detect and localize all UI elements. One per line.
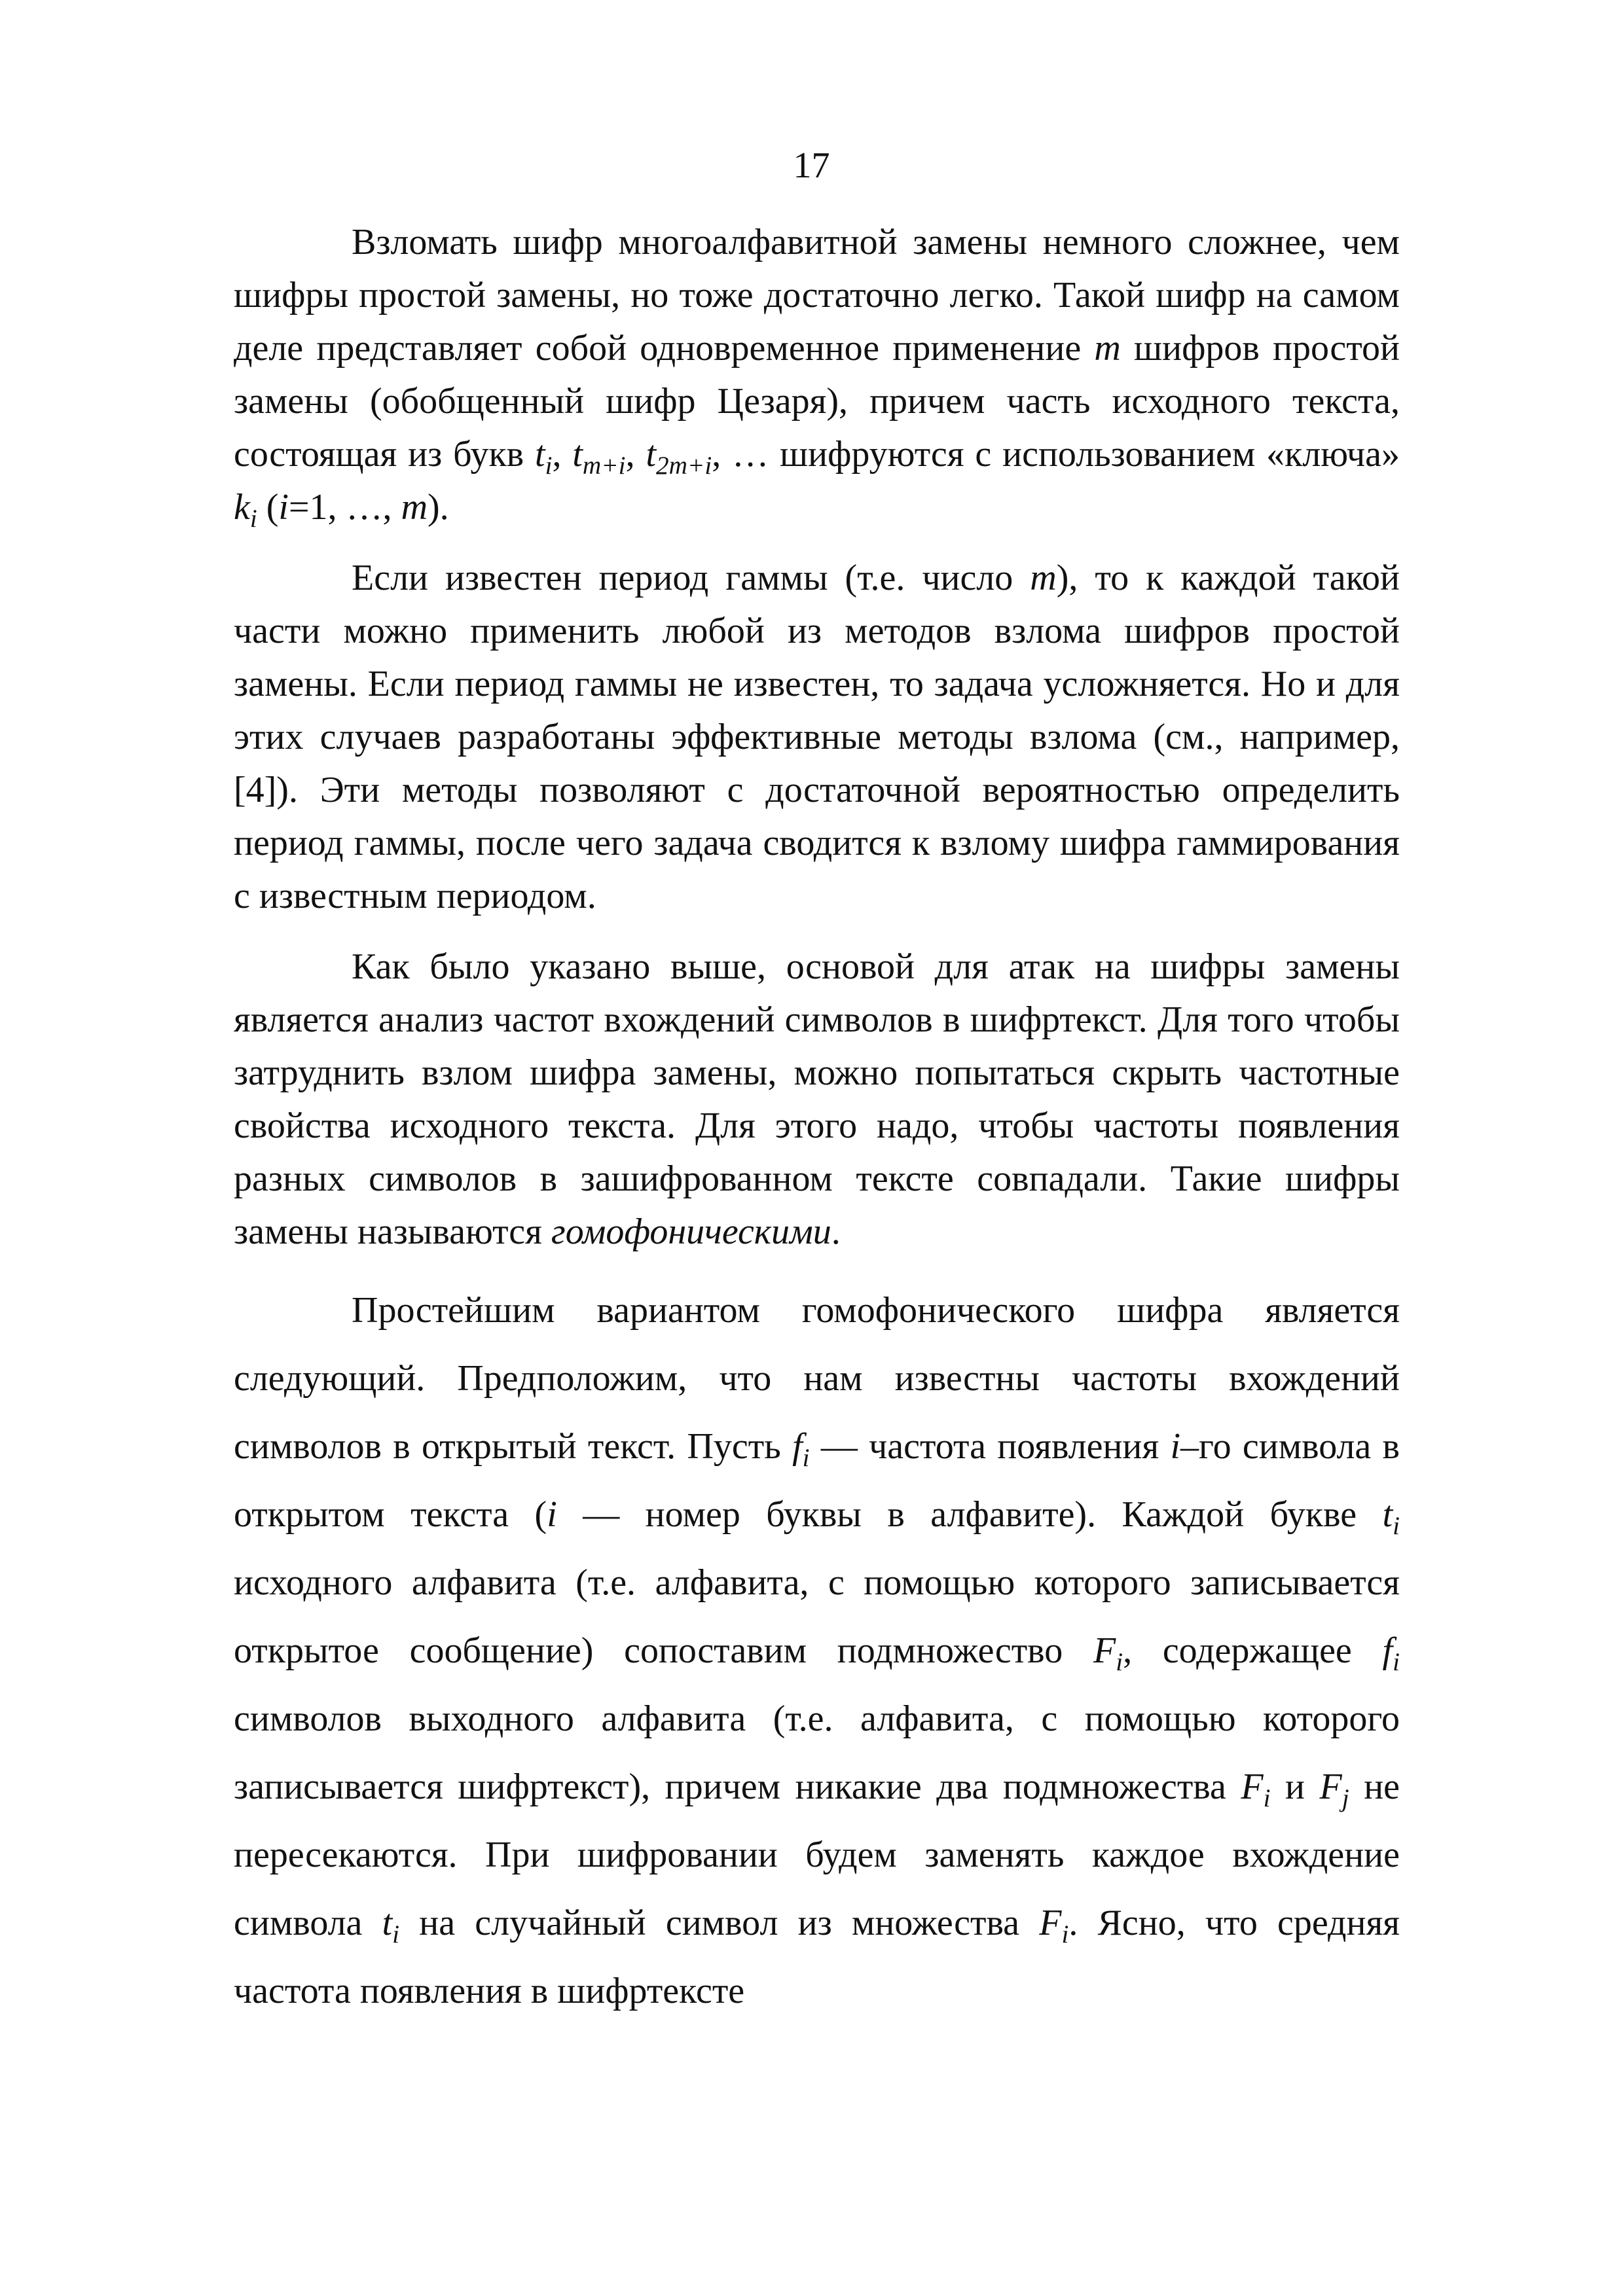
text-run: ). [428,487,449,528]
math-variable: F [1039,1903,1062,1943]
text-run: исходного алфавита (т.е. алфавита, с помощью которого записывается открытое сообщение) сопоставим подмножество [234,1562,1400,1671]
paragraph-homophonic-simplest [234,1276,1400,2025]
math-variable: t [646,434,657,475]
math-variable: t [382,1903,393,1943]
text-run: не пересекаются. При шифровании будем заменять каждое вхождение символа [234,1767,1400,1943]
math-variable: f [792,1426,803,1467]
text-run: Взломать шифр многоалфавитной замены немного сложнее, чем шифры простой замены, но тоже достаточно легко. Такой шифр на самом деле представляет собой одновременное применение [234,222,1400,368]
text-run: –го символа в открытом текста ( [234,1426,1400,1535]
paragraph-polyalphabetic-attack [234,216,1400,534]
text-run: Если известен период гаммы (т.е. число [352,558,1030,598]
text-run: , содержащее [1123,1630,1383,1671]
body-text [234,216,1400,2043]
math-symbol [401,487,428,528]
math-symbol [1030,558,1056,598]
text-run: шифров простой замены (обобщенный шифр Цезаря), причем часть исходного текста, состоящая из букв [234,328,1400,475]
math-subscript: i [392,1920,400,1948]
math-subscript: i [249,504,257,533]
math-symbol [1382,1494,1400,1540]
math-symbol [1094,328,1120,368]
math-subscript: i [545,451,553,480]
text-run: . Ясно, что средняя частота появления в шифртексте [234,1903,1400,2011]
math-variable: i [278,487,289,528]
text-run: =1, …, [288,487,401,528]
text-run: — частота появления [809,1426,1171,1467]
text-run: символов выходного алфавита (т.е. алфавита, с помощью которого записывается шифртекст), причем никакие два подмножества [234,1698,1400,1807]
math-variable: i [547,1494,557,1535]
math-variable: t [572,434,583,475]
text-run: , [552,434,573,475]
math-symbol [1170,1426,1180,1467]
math-subscript: i [1393,1647,1400,1676]
math-symbol [572,434,626,480]
math-symbol [382,1903,400,1948]
math-subscript: i [1116,1647,1123,1676]
paragraph-gamma-period [234,552,1400,923]
math-variable: m [1094,328,1121,368]
math-subscript: j [1341,1784,1349,1812]
math-variable: k [234,487,250,528]
math-variable: F [1241,1767,1264,1807]
text-run: , [625,434,646,475]
math-symbol [278,487,289,528]
text-run: , … шифруются с использованием «ключа» [712,434,1400,475]
math-symbol [1241,1767,1271,1812]
math-variable: m [1030,558,1057,598]
math-variable: F [1319,1767,1342,1807]
math-variable: t [535,434,545,475]
math-subscript: m+i [582,451,626,480]
math-variable: t [1382,1494,1393,1535]
page-number: 17 [793,145,830,186]
math-subscript: i [1263,1784,1271,1812]
math-variable: m [401,487,428,528]
paragraph-homophonic-intro [234,941,1400,1259]
math-variable: f [1382,1630,1393,1671]
math-subscript: i [1061,1920,1069,1948]
math-symbol [1093,1630,1123,1676]
math-subscript: 2m+i [656,451,712,480]
math-subscript: i [802,1443,810,1472]
text-run: — номер буквы в алфавите). Каждой букве [556,1494,1383,1535]
math-subscript: i [1393,1511,1400,1540]
text-run: Простейшим вариантом гомофонического шифра является следующий. Предположим, что нам известны частоты вхождений символов в открытый текст. Пусть [234,1290,1400,1467]
math-symbol [234,487,257,533]
text-run: ( [257,487,279,528]
math-symbol [1382,1630,1400,1676]
math-symbol [547,1494,557,1535]
math-symbol [792,1426,810,1472]
text-run: ), то к каждой такой части можно применить любой из методов взлома шифров простой замены. Если период гаммы не известен, то задача усложняется. Но и для этих случаев разработаны эффективные методы взлома (см., например, [4]). Эти методы позволяют с достаточной вероятностью определить период гаммы, после чего задача сводится к взлому шифра гаммирования с известным периодом. [234,558,1400,916]
math-variable: i [1170,1426,1181,1467]
text-run: на случайный символ из множества [399,1903,1040,1943]
emphasized-term: гомофоническими [551,1211,831,1252]
text-run: . [831,1211,841,1252]
math-symbol [535,434,553,480]
math-symbol [1319,1767,1349,1812]
text-run: и [1270,1767,1320,1807]
math-symbol [1039,1903,1069,1948]
math-symbol [646,434,712,480]
math-variable: F [1093,1630,1116,1671]
text-run: Как было указано выше, основой для атак на шифры замены является анализ частот вхождений символов в шифртекст. Для того чтобы затруднить взлом шифра замены, можно попытаться скрыть частотные свойства исходного текста. Для этого надо, чтобы частоты появления разных символов в зашифрованном тексте совпадали. Такие шифры замены называются [234,946,1400,1252]
